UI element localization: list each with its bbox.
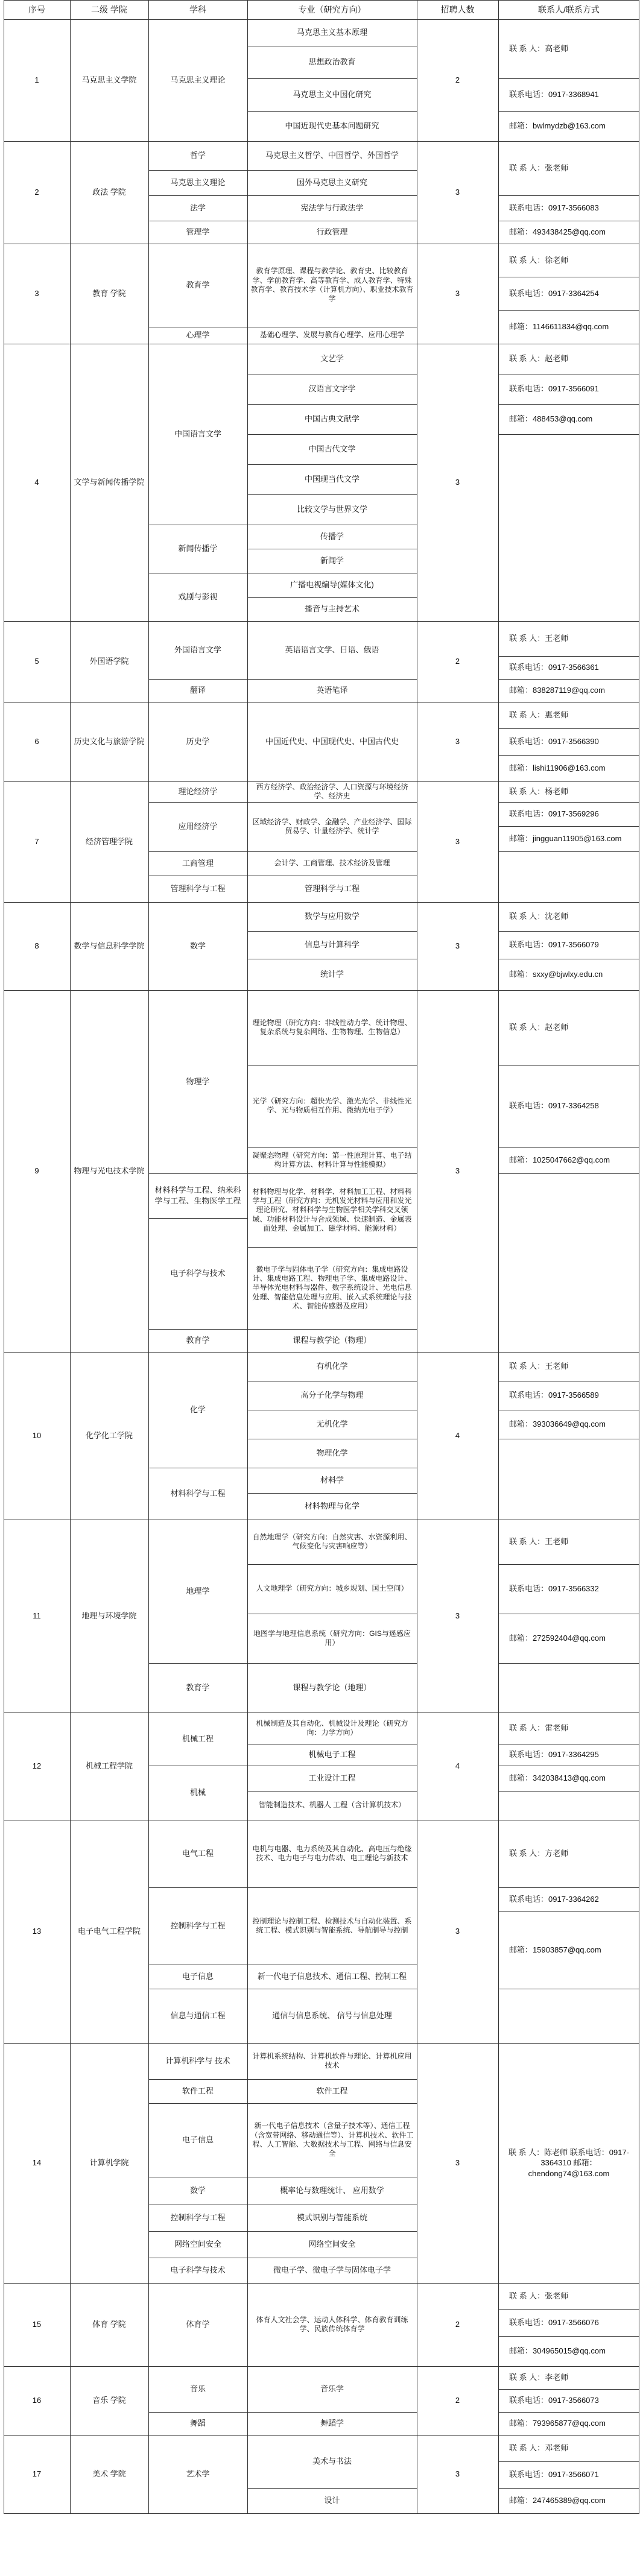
column-border: [148, 0, 149, 2513]
major-cell: 网络空间安全: [308, 2240, 356, 2249]
contact-divider: [498, 78, 639, 79]
discipline-divider: [148, 802, 247, 803]
recruit-count-cell: 2: [455, 75, 460, 85]
row-number-cell: 3: [34, 289, 39, 298]
major-divider: [247, 78, 417, 79]
major-divider: [247, 802, 417, 803]
row-number-cell: 13: [32, 1927, 42, 1936]
major-cell: 中国近现代史基本问题研究: [285, 121, 379, 131]
contact-cell: 联系电话：0917-3566071: [509, 2470, 599, 2480]
row-number-cell: 4: [34, 478, 39, 487]
major-cell: 中国近代史、中国现代史、中国古代史: [265, 737, 399, 747]
major-divider: [247, 1329, 417, 1330]
discipline-divider: [148, 851, 247, 852]
discipline-cell: 电子科学与技术: [170, 1269, 226, 1278]
contact-cell: 联 系 人：赵老师: [509, 1023, 569, 1032]
discipline-cell: 舞蹈: [189, 2419, 206, 2428]
row-number-cell: 5: [34, 657, 39, 666]
contact-divider: [498, 728, 639, 729]
major-cell: 马克思主义中国化研究: [293, 90, 372, 99]
column-border: [247, 0, 248, 2513]
recruit-count-cell: 3: [455, 1166, 460, 1176]
major-divider: [247, 1564, 417, 1565]
discipline-cell: 法学: [189, 203, 206, 213]
major-divider: [247, 1663, 417, 1664]
contact-cell: 联系电话：0917-3364258: [509, 1101, 599, 1111]
header-cell: 学科: [189, 4, 206, 14]
recruit-count-cell: 3: [455, 941, 460, 951]
major-divider: [247, 2103, 417, 2104]
discipline-cell: 体育学: [186, 2320, 210, 2329]
discipline-cell: 管理科学与工程: [170, 884, 226, 894]
contact-divider: [498, 755, 639, 756]
major-cell: 概率论与数理统计、 应用数学: [280, 2186, 384, 2196]
row-number-cell: 14: [32, 2158, 42, 2168]
major-cell: 音乐学: [320, 2384, 344, 2394]
major-cell: 英语语言文学、日语、俄语: [285, 645, 379, 655]
contact-cell: 联系电话：0917-3566361: [509, 663, 599, 672]
discipline-cell: 艺术学: [186, 2469, 210, 2479]
discipline-cell: 理论经济学: [178, 787, 218, 797]
contact-divider: [498, 679, 639, 680]
contact-cell: 邮箱：15903857@qq.com: [509, 1945, 601, 1955]
major-cell: 西方经济学、政治经济学、人口资源与环境经济学、经济史: [256, 782, 408, 800]
contact-cell: 邮箱：493438425@qq.com: [509, 227, 606, 237]
major-cell: 传播学: [320, 532, 344, 541]
discipline-cell: 马克思主义理论: [170, 75, 226, 85]
major-divider: [247, 111, 417, 112]
major-cell: 教育学原理、课程与教学论、教育史、比较教育学、学前教育学、高等教育学、成人教育学、特殊教育学、教育技术学（计算机方向）、职业技术教育学: [250, 267, 414, 303]
discipline-cell: 教育学: [186, 1683, 210, 1693]
major-cell: 控制理论与控制工程、检测技术与自动化装置、系统工程、模式识别与智能系统、导航制导与控制: [252, 1916, 412, 1934]
row-number-cell: 1: [34, 75, 39, 85]
college-name-cell: 文学与新闻传播学院: [74, 478, 145, 487]
recruit-count-cell: 2: [455, 2320, 460, 2329]
recruit-count-cell: 2: [455, 2396, 460, 2405]
discipline-cell: 音乐: [189, 2384, 206, 2394]
recruit-count-cell: 3: [455, 737, 460, 747]
major-cell: 计算机系统结构、计算机软件与理论、计算机应用技术: [252, 2051, 412, 2069]
discipline-cell: 管理学: [186, 227, 210, 237]
contact-cell: 联系电话：0917-3364295: [509, 1750, 599, 1760]
discipline-cell: 应用经济学: [178, 822, 218, 832]
major-cell: 播音与主持艺术: [304, 604, 360, 614]
major-cell: 物理化学: [316, 1448, 348, 1458]
contact-divider: [498, 2461, 639, 2462]
major-cell: 基础心理学、发展与教育心理学、应用心理学: [259, 330, 405, 339]
discipline-cell: 教育学: [186, 1336, 210, 1345]
major-cell: 区域经济学、财政学、金融学、产业经济学、国际贸易学、计量经济学、统计学: [252, 817, 412, 835]
recruit-count-cell: 3: [455, 2469, 460, 2479]
major-cell: 课程与教学论（地理）: [293, 1683, 372, 1693]
discipline-divider: [148, 2103, 247, 2104]
major-cell: 凝聚态物理（研究方向：第一性原理计算、电子结构计算方法、材料计算与性能模拟）: [252, 1151, 412, 1169]
row-number-cell: 9: [34, 1166, 39, 1176]
header-cell: 招聘人数: [440, 4, 475, 14]
contact-divider: [498, 2389, 639, 2390]
major-divider: [247, 464, 417, 465]
discipline-cell: 软件工程: [182, 2086, 214, 2096]
major-cell: 马克思主义基本原理: [296, 28, 367, 37]
major-divider: [247, 404, 417, 405]
major-cell: 中国古典文献学: [304, 414, 360, 424]
table-border-top: [4, 0, 639, 1]
college-name-cell: 美术 学院: [92, 2469, 126, 2479]
major-divider: [247, 931, 417, 932]
contact-divider: [498, 195, 639, 196]
contact-divider: [498, 1173, 639, 1174]
contact-cell: 联 系 人：李老师: [509, 2373, 569, 2382]
contact-divider: [498, 2336, 639, 2337]
college-name-cell: 电子电气工程学院: [77, 1927, 141, 1936]
college-name-cell: 数学与信息科学学院: [74, 941, 145, 951]
recruit-count-cell: 2: [455, 657, 460, 666]
major-divider: [247, 1173, 417, 1174]
discipline-divider: [148, 1887, 247, 1888]
major-cell: 微电子学与固体电子学（研究方向：集成电路设计、集成电路工程、物理电子学、集成电路设计、半导体光电材料与器件、数字系统设计、光电信息处理、智能信息处理与应用、嵌入式系统理论与技术、智能传感器及应用）: [252, 1264, 412, 1311]
discipline-cell: 物理学: [186, 1077, 210, 1087]
major-cell: 工业设计工程: [308, 1773, 356, 1783]
contact-cell: 联系电话：0917-3364254: [509, 288, 599, 298]
discipline-cell: 数学: [189, 2186, 206, 2196]
major-cell: 新闻学: [320, 556, 344, 566]
major-cell: 管理科学与工程: [304, 884, 360, 894]
contact-divider: [498, 404, 639, 405]
discipline-cell: 机械: [189, 1788, 206, 1798]
major-cell: 马克思主义哲学、中国哲学、外国哲学: [265, 151, 399, 160]
contact-cell: 联 系 人：王老师: [509, 1362, 569, 1371]
contact-divider: [498, 1887, 639, 1888]
major-cell: 美术与书法: [312, 2457, 352, 2466]
row-number-cell: 12: [32, 1761, 42, 1771]
contact-divider: [498, 2488, 639, 2489]
discipline-cell: 电子科学与技术: [170, 2265, 226, 2275]
discipline-divider: [148, 195, 247, 196]
major-cell: 广播电视编导(媒体文化): [290, 580, 374, 590]
discipline-cell: 机械工程: [182, 1734, 214, 1744]
recruit-count-cell: 4: [455, 1431, 460, 1441]
major-cell: 统计学: [320, 970, 344, 979]
major-cell: 模式识别与智能系统: [296, 2213, 367, 2223]
contact-cell: 邮箱：1146611834@qq.com: [509, 322, 609, 332]
major-divider: [247, 2488, 417, 2489]
major-cell: 新一代电子信息技术、通信工程、控制工程: [257, 1972, 407, 1981]
contact-cell: 联系电话：0917-3566390: [509, 737, 599, 747]
contact-cell: 联 系 人：高老师: [509, 44, 569, 54]
contact-cell: 邮箱：1025047662@qq.com: [509, 1155, 610, 1165]
major-divider: [247, 1247, 417, 1248]
discipline-cell: 心理学: [186, 330, 210, 340]
contact-divider: [498, 802, 639, 803]
row-number-cell: 15: [32, 2320, 42, 2329]
contact-cell: 邮箱：272592404@qq.com: [509, 1634, 606, 1643]
major-divider: [247, 2231, 417, 2232]
contact-cell: 邮箱：393036649@qq.com: [509, 1419, 606, 1429]
contact-divider: [498, 1791, 639, 1792]
row-number-cell: 6: [34, 737, 39, 747]
discipline-cell: 中国语言文学: [174, 429, 221, 439]
major-cell: 人文地理学（研究方向：城乡规划、国土空间）: [256, 1584, 408, 1593]
contact-divider: [498, 656, 639, 657]
contact-cell: 联系电话：0917-3566076: [509, 2318, 599, 2328]
major-divider: [247, 1887, 417, 1888]
major-cell: 高分子化学与物理: [300, 1391, 364, 1400]
major-cell: 光学（研究方向：超快光学、激光光学、非线性光学、光与物质相互作用、微纳光电子学）: [252, 1096, 412, 1114]
header-cell: 序号: [28, 4, 45, 14]
major-divider: [247, 1147, 417, 1148]
discipline-cell: 电气工程: [182, 1849, 214, 1858]
contact-divider: [498, 310, 639, 311]
major-divider: [247, 1493, 417, 1494]
recruit-count-cell: 3: [455, 1927, 460, 1936]
discipline-cell: 翻译: [189, 686, 206, 695]
discipline-cell: 马克思主义理论: [170, 178, 226, 188]
contact-divider: [498, 1564, 639, 1565]
row-number-cell: 10: [32, 1431, 42, 1441]
contact-cell: 联系电话：0917-3569296: [509, 809, 599, 819]
major-cell: 机械电子工程: [308, 1750, 356, 1760]
contact-cell: 邮箱：793965877@qq.com: [509, 2419, 606, 2428]
contact-cell: 联 系 人：邓老师: [509, 2443, 569, 2453]
discipline-cell: 地理学: [186, 1586, 210, 1596]
contact-cell: 邮箱：bwlmydzb@163.com: [509, 121, 606, 131]
major-cell: 材料物理与化学、材料学、材料加工工程、材料科学与工程（研究方向：无机发光材料与应用和发光理论研究、材料科学与生物医学相关学科交叉领域、功能材料设计与合成领域、快速制造、金属表面处理、金属加工、磁学材料、能源材料）: [252, 1187, 412, 1233]
major-divider: [247, 2079, 417, 2080]
contact-cell: 联 系 人：王老师: [509, 1537, 569, 1547]
contact-divider: [498, 434, 639, 435]
major-cell: 中国现当代文学: [304, 475, 360, 484]
discipline-cell: 信息与通信工程: [170, 2011, 226, 2021]
row-number-cell: 17: [32, 2469, 42, 2479]
header-cell: 专业（研究方向）: [298, 4, 366, 14]
major-cell: 体育人文社会学、运动人体科学、体育教育训练学、民族传统体育学: [256, 2315, 408, 2333]
contact-cell: 联 系 人：惠老师: [509, 710, 569, 720]
recruit-count-cell: 3: [455, 2158, 460, 2168]
major-cell: 信息与计算科学: [304, 940, 360, 950]
major-cell: 英语笔译: [316, 686, 348, 695]
major-divider: [247, 1791, 417, 1792]
contact-divider: [498, 111, 639, 112]
contact-cell: 邮箱：247465389@qq.com: [509, 2496, 606, 2505]
major-divider: [247, 170, 417, 171]
major-divider: [247, 195, 417, 196]
major-cell: 材料学: [320, 1476, 344, 1485]
discipline-divider: [148, 1329, 247, 1330]
contact-cell: 邮箱：304965015@qq.com: [509, 2346, 606, 2356]
header-cell: 联系人/联系方式: [538, 4, 600, 14]
major-divider: [247, 679, 417, 680]
contact-cell: 邮箱：sxxy@bjwlxy.edu.cn: [509, 970, 603, 979]
contact-cell: 邮箱：342038413@qq.com: [509, 1773, 606, 1783]
major-cell: 通信与信息系统、 信号与信息处理: [272, 2011, 392, 2021]
college-name-cell: 体育 学院: [92, 2320, 126, 2329]
discipline-cell: 新闻传播学: [178, 544, 218, 554]
discipline-cell: 材料科学与工程: [170, 1489, 226, 1498]
discipline-cell: 控制科学与工程: [170, 2213, 226, 2223]
discipline-cell: 戏剧与影视: [178, 592, 218, 602]
discipline-cell: 网络空间安全: [174, 2240, 221, 2249]
major-cell: 地图学与地理信息系统（研究方向：GIS与遥感应用）: [253, 1629, 411, 1647]
major-cell: 有机化学: [316, 1362, 348, 1371]
column-border: [498, 0, 499, 2513]
contact-cell: 联 系 人：张老师: [509, 2291, 569, 2301]
discipline-cell: 哲学: [189, 151, 206, 160]
contact-cell: 联 系 人：张老师: [509, 163, 569, 173]
discipline-divider: [148, 1218, 247, 1219]
discipline-divider: [148, 1663, 247, 1664]
contact-cell: 联 系 人：杨老师: [509, 787, 569, 797]
contact-cell: 联系电话：0917-3566589: [509, 1391, 599, 1400]
major-cell: 设计: [324, 2496, 340, 2505]
contact-cell: 邮箱：838287119@qq.com: [509, 686, 605, 695]
contact-cell: 联 系 人：赵老师: [509, 354, 569, 364]
major-cell: 新一代电子信息技术（含量子技术等）、通信工程（含宽带网络、移动通信等）、计算机技术、软件工程、人工智能、大数据技术与工程、网络与信息安全: [250, 2121, 414, 2158]
contact-divider: [498, 931, 639, 932]
discipline-cell: 教育学: [186, 280, 210, 290]
discipline-cell: 化学: [189, 1405, 206, 1415]
contact-divider: [498, 1663, 639, 1664]
college-name-cell: 音乐 学院: [92, 2396, 126, 2405]
row-number-cell: 11: [33, 1611, 41, 1621]
college-name-cell: 外国语学院: [89, 657, 129, 666]
contact-cell: 邮箱：lishi11906@163.com: [509, 763, 606, 773]
discipline-cell: 控制科学与工程: [170, 1921, 226, 1931]
contact-cell: 联 系 人：方老师: [509, 1849, 569, 1858]
major-cell: 比较文学与世界文学: [296, 505, 367, 514]
discipline-divider: [148, 2231, 247, 2232]
major-cell: 微电子学、微电子学与固体电子学: [273, 2265, 391, 2275]
contact-divider: [498, 2412, 639, 2413]
contact-cell: 联系电话：0917-3566332: [509, 1584, 599, 1594]
college-name-cell: 教育 学院: [92, 289, 126, 298]
discipline-cell: 历史学: [186, 737, 210, 747]
college-name-cell: 机械工程学院: [85, 1761, 133, 1771]
college-name-cell: 马克思主义学院: [81, 75, 137, 85]
college-name-cell: 经济管理学院: [85, 837, 133, 847]
discipline-divider: [148, 2412, 247, 2413]
contact-divider: [498, 2309, 639, 2310]
contact-cell: 联 系 人：雷老师: [509, 1723, 569, 1733]
row-number-cell: 16: [32, 2396, 42, 2405]
major-cell: 中国古代文学: [308, 444, 356, 454]
contact-cell: 联系电话：0917-3566079: [509, 940, 599, 950]
college-divider: [4, 2513, 639, 2514]
major-cell: 自然地理学（研究方向：自然灾害、水资源利用、气候变化与灾害响应等）: [252, 1532, 412, 1550]
recruitment-table: [4, 0, 639, 2575]
major-cell: 理论物理（研究方向：非线性动力学、统计物理、复杂系统与复杂网络、生物物理、生物信息）: [252, 1018, 412, 1036]
discipline-divider: [148, 1173, 247, 1174]
row-number-cell: 2: [34, 188, 39, 197]
college-name-cell: 计算机学院: [89, 2158, 129, 2168]
major-cell: 智能制造技术、机器人 工程（含计算机技术）: [258, 1801, 406, 1810]
contact-cell: 联系电话：0917-3364262: [509, 1895, 599, 1904]
column-border: [70, 0, 71, 2513]
major-cell: 舞蹈学: [320, 2419, 344, 2428]
college-name-cell: 化学化工学院: [85, 1431, 133, 1441]
major-cell: 数学与应用数学: [304, 912, 360, 921]
major-cell: 电机与电器、电力系统及其自动化、高电压与绝缘技术、电力电子与电力传动、电工理论与新技术: [252, 1844, 412, 1862]
row-number-cell: 7: [34, 837, 39, 847]
discipline-cell: 电子信息: [182, 1972, 214, 1981]
major-divider: [247, 597, 417, 598]
contact-cell: 邮箱：jingguan11905@163.com: [509, 834, 622, 844]
contact-cell: 联系电话：0917-3566073: [509, 2396, 599, 2405]
major-cell: 国外马克思主义研究: [296, 178, 367, 188]
college-name-cell: 历史文化与旅游学院: [74, 737, 145, 747]
major-cell: 文艺学: [320, 354, 344, 364]
contact-cell: 联系电话：0917-3566083: [509, 203, 599, 213]
contact-cell: 联系电话：0917-3368941: [509, 90, 599, 99]
contact-cell: 邮箱：488453@qq.com: [509, 414, 593, 424]
recruit-count-cell: 3: [455, 289, 460, 298]
contact-cell: 联 系 人：王老师: [509, 634, 569, 643]
major-cell: 材料物理与化学: [304, 1501, 360, 1511]
major-divider: [247, 851, 417, 852]
major-cell: 思想政治教育: [308, 57, 356, 67]
recruit-count-cell: 4: [455, 1761, 460, 1771]
contact-cell: 联系电话：0917-3566091: [509, 384, 599, 394]
contact-divider: [498, 851, 639, 852]
recruit-count-cell: 3: [455, 837, 460, 847]
discipline-cell: 计算机科学与 技术: [165, 2056, 230, 2066]
contact-cell: 联 系 人：徐老师: [509, 255, 569, 265]
major-cell: 宪法学与行政法学: [300, 203, 364, 213]
discipline-cell: 工商管理: [182, 859, 214, 868]
recruit-count-cell: 3: [455, 1611, 460, 1621]
contact-cell: 联 系 人：沈老师: [509, 912, 569, 921]
discipline-cell: 数学: [189, 941, 206, 951]
contact-cell: 联 系 人：陈老师 联系电话：0917-3364310 邮箱：chendong74@163.com: [508, 2147, 630, 2178]
college-name-cell: 地理与环境学院: [81, 1611, 137, 1621]
discipline-cell: 外国语言文学: [174, 645, 221, 655]
major-cell: 机械制造及其自动化、机械设计及理论（研究方向：力学方向）: [256, 1719, 408, 1737]
major-divider: [247, 434, 417, 435]
major-divider: [247, 494, 417, 495]
discipline-divider: [148, 170, 247, 171]
major-cell: 汉语言文字学: [308, 384, 356, 394]
contact-divider: [498, 1147, 639, 1148]
contact-divider: [498, 826, 639, 827]
discipline-divider: [148, 679, 247, 680]
major-cell: 会计学、工商管理、技术经济及管理: [274, 859, 390, 868]
college-name-cell: 政法 学院: [92, 188, 126, 197]
discipline-divider: [148, 2079, 247, 2080]
header-cell: 二级 学院: [91, 4, 127, 14]
contact-divider: [498, 1911, 639, 1912]
major-cell: 无机化学: [316, 1419, 348, 1429]
major-divider: [247, 2412, 417, 2413]
recruit-count-cell: 3: [455, 478, 460, 487]
recruit-count-cell: 3: [455, 188, 460, 197]
row-number-cell: 8: [34, 941, 39, 951]
discipline-cell: 材料科学与工程、纳米科学与工程、生物医学工程: [154, 1185, 241, 1205]
major-cell: 课程与教学论（物理）: [293, 1336, 372, 1345]
major-cell: 行政管理: [316, 227, 348, 237]
major-cell: 软件工程: [316, 2086, 348, 2096]
discipline-cell: 电子信息: [182, 2135, 214, 2145]
college-name-cell: 物理与光电技术学院: [74, 1166, 145, 1176]
